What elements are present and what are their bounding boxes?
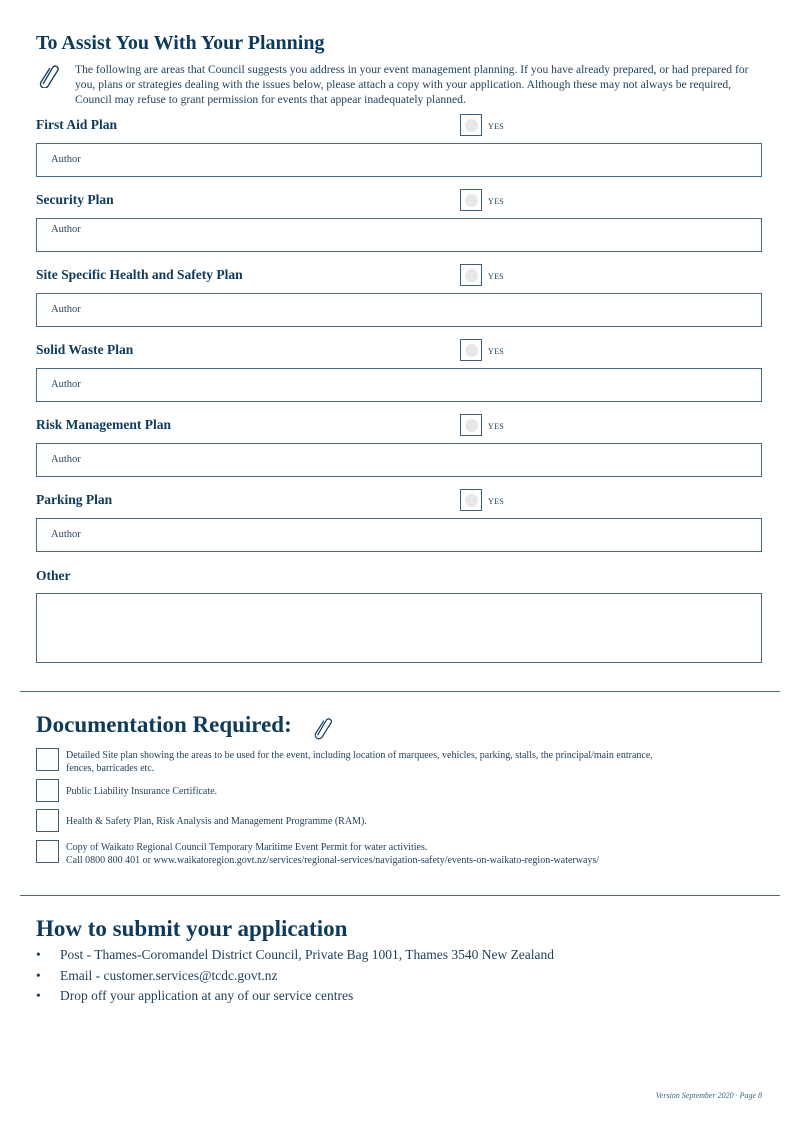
yes-checkbox[interactable] bbox=[460, 189, 482, 211]
submit-item: • Email - customer.services@tcdc.govt.nz bbox=[36, 967, 278, 983]
author-field[interactable]: Author bbox=[36, 368, 762, 402]
author-field[interactable]: Author bbox=[36, 293, 762, 327]
yes-checkbox[interactable] bbox=[460, 264, 482, 286]
paperclip-icon bbox=[38, 62, 60, 88]
yes-checkbox[interactable] bbox=[460, 339, 482, 361]
author-field[interactable]: Author bbox=[36, 443, 762, 477]
yes-label: YES bbox=[488, 122, 505, 131]
document-checkbox[interactable] bbox=[36, 809, 59, 832]
yes-checkbox[interactable] bbox=[460, 114, 482, 136]
yes-label: YES bbox=[488, 347, 505, 356]
document-checkbox[interactable] bbox=[36, 748, 59, 771]
document-item: Copy of Waikato Regional Council Temporary Maritime Event Permit for water activities. Call 0800 800 401 or www.waikatoregion.govt.nz/services/regional-services/navigation-safety/events-on-waikato-region-waterways/ bbox=[66, 842, 600, 866]
other-label: Other bbox=[36, 568, 71, 583]
document-item: Public Liability Insurance Certificate. bbox=[66, 786, 218, 797]
section-divider bbox=[20, 691, 780, 692]
documentation-heading: Documentation Required: bbox=[36, 712, 292, 737]
plan-label: Site Specific Health and Safety Plan bbox=[36, 267, 243, 282]
yes-label: YES bbox=[488, 197, 505, 206]
plan-label: Risk Management Plan bbox=[36, 417, 171, 432]
document-item: Detailed Site plan showing the areas to be used for the event, including location of marquees, vehicles, parking, stalls, the principal/main entrance, fences, barricades etc. bbox=[66, 750, 653, 774]
plan-label: Solid Waste Plan bbox=[36, 342, 134, 357]
page-footer: Version September 2020 · Page 8 bbox=[655, 1091, 762, 1100]
yes-label: YES bbox=[488, 497, 505, 506]
submit-heading: How to submit your application bbox=[36, 916, 348, 941]
author-field[interactable]: Author bbox=[36, 518, 762, 552]
yes-checkbox[interactable] bbox=[460, 414, 482, 436]
author-field[interactable]: Author bbox=[36, 143, 762, 177]
author-field[interactable]: Author bbox=[36, 218, 762, 252]
yes-label: YES bbox=[488, 272, 505, 281]
yes-label: YES bbox=[488, 422, 505, 431]
plan-label: Parking Plan bbox=[36, 492, 113, 507]
plan-label: Security Plan bbox=[36, 192, 114, 207]
submit-item: • Post - Thames-Coromandel District Council, Private Bag 1001, Thames 3540 New Zealand bbox=[36, 947, 555, 962]
document-item: Health & Safety Plan, Risk Analysis and Management Programme (RAM). bbox=[66, 816, 367, 827]
yes-checkbox[interactable] bbox=[460, 489, 482, 511]
section-divider bbox=[20, 895, 780, 896]
other-field[interactable] bbox=[36, 593, 762, 663]
planning-heading: To Assist You With Your Planning bbox=[36, 32, 325, 54]
document-checkbox[interactable] bbox=[36, 840, 59, 863]
planning-intro: The following are areas that Council suggests you address in your event management planning. If you have already prepared, or had prepared for you, plans or strategies dealing with the issues below, please attach a copy with your application. Although these may not always be required, Council may refuse to grant permission for events that appear inadequately planned. bbox=[75, 63, 749, 106]
paperclip-icon bbox=[313, 714, 333, 740]
submit-item: • Drop off your application at any of our service centres bbox=[36, 988, 354, 1003]
document-checkbox[interactable] bbox=[36, 779, 59, 802]
plan-label: First Aid Plan bbox=[36, 117, 118, 132]
